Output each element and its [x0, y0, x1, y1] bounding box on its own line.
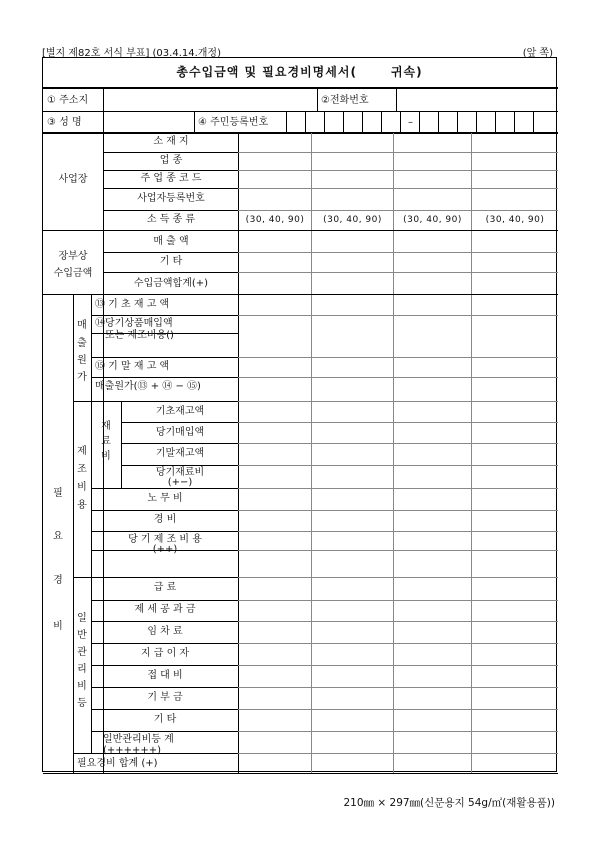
- manufacturing-group-char: 비: [77, 482, 87, 493]
- cogs-row-label: ⑮ 기 말 재 고 액: [95, 361, 170, 372]
- amount-cell[interactable]: [394, 171, 470, 187]
- materials-group-char: 료: [101, 436, 111, 447]
- ssn-dash: –: [408, 117, 413, 128]
- amount-cell[interactable]: [312, 754, 392, 772]
- phone-field[interactable]: [397, 88, 557, 111]
- amount-cell[interactable]: [239, 578, 310, 599]
- general-admin-row-label: (++++++): [103, 745, 162, 756]
- amount-cell[interactable]: [312, 466, 392, 487]
- general-admin-group-char: 등: [77, 698, 87, 709]
- amount-cell[interactable]: [394, 732, 470, 752]
- amount-cell[interactable]: [472, 189, 557, 209]
- income-type-value: (30, 40, 90): [485, 215, 545, 225]
- amount-cell[interactable]: [472, 273, 557, 293]
- manufacturing-row-label: 당 기 제 조 비 용: [128, 534, 202, 545]
- general-admin-row-label: 일반관리비등 계: [103, 734, 174, 745]
- amount-cell[interactable]: [239, 153, 310, 169]
- amount-cell[interactable]: [312, 732, 392, 752]
- amount-cell[interactable]: [394, 253, 470, 271]
- ssn-digit-divider: [362, 111, 363, 132]
- general-admin-row-label: 기 부 금: [147, 692, 183, 703]
- amount-cell[interactable]: [312, 666, 392, 686]
- cogs-row-label: ⑬ 기 초 재 고 액: [95, 299, 170, 310]
- amount-cell[interactable]: [312, 334, 392, 356]
- amount-cell[interactable]: [239, 532, 310, 549]
- cogs-group-char: 출: [77, 338, 87, 349]
- expenses-total-label: 필요경비 합계 (+): [77, 758, 158, 769]
- general-admin-row-label: 접 대 비: [147, 670, 183, 681]
- amount-cell[interactable]: [472, 444, 557, 464]
- general-admin-group-char: 리: [77, 664, 87, 675]
- amount-cell[interactable]: [472, 231, 557, 251]
- amount-cell[interactable]: [312, 153, 392, 169]
- cogs-row-label: 또는 제조비용(): [105, 330, 174, 341]
- materials-group-char: 비: [101, 451, 111, 462]
- general-admin-row-label: 급 료: [153, 582, 177, 593]
- amount-cell[interactable]: [394, 231, 470, 251]
- amount-cell[interactable]: [394, 551, 470, 576]
- amount-cell[interactable]: [472, 334, 557, 356]
- amount-cell[interactable]: [394, 466, 470, 487]
- book-income-group-label: 장부상: [58, 251, 88, 262]
- amount-cell[interactable]: [239, 273, 310, 293]
- amount-cell[interactable]: [239, 732, 310, 752]
- cogs-group-char: 원: [77, 355, 87, 366]
- amount-cell[interactable]: [394, 710, 470, 730]
- amount-cell[interactable]: [472, 423, 557, 442]
- paper-spec: 210㎜ × 297㎜(신문용지 54g/㎡(재활용품)): [343, 797, 555, 809]
- ssn-digit-divider: [514, 111, 515, 132]
- amount-cell[interactable]: [394, 295, 470, 314]
- income-type-value: (30, 40, 90): [403, 215, 462, 225]
- amount-cell[interactable]: [472, 295, 557, 314]
- amount-cell[interactable]: [472, 688, 557, 708]
- amount-cell[interactable]: [312, 532, 392, 549]
- amount-cell[interactable]: [394, 273, 470, 293]
- form-reference: [별지 제82호 서식 부표] (03.4.14.개정): [42, 48, 221, 59]
- amount-cell[interactable]: [472, 601, 557, 620]
- cogs-row-label: ⑭당기상품매입액: [95, 318, 173, 329]
- amount-cell[interactable]: [472, 666, 557, 686]
- amount-cell[interactable]: [312, 316, 392, 332]
- amount-cell[interactable]: [472, 578, 557, 599]
- amount-cell[interactable]: [239, 358, 310, 376]
- ssn-digit-divider: [438, 111, 439, 132]
- amount-cell[interactable]: [312, 644, 392, 664]
- income-expense-form: [42, 57, 557, 772]
- amount-cell[interactable]: [394, 133, 470, 151]
- amount-cell[interactable]: [312, 423, 392, 442]
- amount-cell[interactable]: [472, 466, 557, 487]
- manufacturing-group-char: 제: [77, 446, 87, 457]
- amount-cell[interactable]: [394, 688, 470, 708]
- general-admin-row-label: 기 타: [153, 714, 177, 725]
- book-income-row-label: 기 타: [159, 256, 183, 267]
- general-admin-group-char: 비: [77, 681, 87, 692]
- amount-cell[interactable]: [239, 231, 310, 251]
- amount-cell[interactable]: [239, 644, 310, 664]
- manufacturing-row-label: 노 무 비: [147, 493, 183, 504]
- amount-cell[interactable]: [312, 253, 392, 271]
- income-type-value: (30, 40, 90): [323, 215, 382, 225]
- amount-cell[interactable]: [472, 253, 557, 271]
- address-label: ① 주소지: [47, 95, 89, 106]
- amount-cell[interactable]: [472, 133, 557, 151]
- amount-cell[interactable]: [472, 316, 557, 332]
- amount-cell[interactable]: [239, 601, 310, 620]
- amount-cell[interactable]: [239, 334, 310, 356]
- amount-cell[interactable]: [312, 444, 392, 464]
- amount-cell[interactable]: [239, 402, 310, 421]
- materials-row-label: 당기재료비: [155, 467, 205, 478]
- amount-cell[interactable]: [239, 189, 310, 209]
- amount-cell[interactable]: [312, 358, 392, 376]
- amount-cell[interactable]: [394, 489, 470, 509]
- amount-cell[interactable]: [312, 295, 392, 314]
- amount-cell[interactable]: [239, 378, 310, 400]
- cogs-row-label: 매출원가(⑬ + ⑭ − ⑮): [95, 381, 201, 392]
- general-admin-row-label: 제 세 공 과 금: [134, 604, 196, 615]
- amount-cell[interactable]: [472, 551, 557, 576]
- ssn-digit-divider: [457, 111, 458, 132]
- amount-cell[interactable]: [472, 171, 557, 187]
- amount-cell[interactable]: [394, 601, 470, 620]
- ssn-digit-divider: [419, 111, 420, 132]
- amount-cell[interactable]: [394, 511, 470, 530]
- amount-cell[interactable]: [312, 189, 392, 209]
- amount-cell[interactable]: [239, 423, 310, 442]
- general-admin-group-char: 일: [77, 613, 87, 624]
- amount-cell[interactable]: [472, 532, 557, 549]
- form-title: 총수입금액 및 필요경비명세서( 귀속): [176, 65, 423, 79]
- amount-cell[interactable]: [239, 710, 310, 730]
- business-row-label: 주 업 종 코 드: [140, 173, 202, 184]
- book-income-row-label: 수입금액합계(+): [133, 278, 209, 289]
- ssn-digit-divider: [324, 111, 325, 132]
- amount-cell[interactable]: [239, 688, 310, 708]
- amount-cell[interactable]: [239, 511, 310, 530]
- amount-cell[interactable]: [394, 754, 470, 772]
- amount-cell[interactable]: [312, 171, 392, 187]
- expenses-group-char: 비: [53, 621, 63, 632]
- general-admin-group-char: 관: [77, 647, 87, 658]
- amount-cell[interactable]: [472, 644, 557, 664]
- amount-cell[interactable]: [472, 378, 557, 400]
- amount-cell[interactable]: [312, 231, 392, 251]
- ssn-digit-divider: [495, 111, 496, 132]
- amount-cell[interactable]: [394, 358, 470, 376]
- amount-cell[interactable]: [239, 754, 310, 772]
- name-label: ③ 성 명: [47, 117, 82, 128]
- amount-cell[interactable]: [472, 710, 557, 730]
- amount-cell[interactable]: [312, 511, 392, 530]
- phone-label: ②전화번호: [321, 95, 369, 106]
- amount-cell[interactable]: [394, 153, 470, 169]
- business-row-label: 소 득 종 류: [146, 214, 196, 225]
- amount-cell[interactable]: [312, 622, 392, 642]
- ssn-digit-divider: [400, 111, 401, 132]
- ssn-digit-divider: [305, 111, 306, 132]
- amount-cell[interactable]: [472, 511, 557, 530]
- amount-cell[interactable]: [394, 189, 470, 209]
- amount-cell[interactable]: [239, 171, 310, 187]
- amount-cell[interactable]: [312, 710, 392, 730]
- address-field[interactable]: [104, 88, 317, 111]
- amount-cell[interactable]: [239, 295, 310, 314]
- amount-cell[interactable]: [472, 358, 557, 376]
- amount-cell[interactable]: [312, 601, 392, 620]
- ssn-digit-divider: [533, 111, 534, 132]
- amount-cell[interactable]: [394, 622, 470, 642]
- ssn-digit-divider: [343, 111, 344, 132]
- amount-cell[interactable]: [239, 133, 310, 151]
- ssn-digit-divider: [476, 111, 477, 132]
- amount-cell[interactable]: [472, 732, 557, 752]
- amount-cell[interactable]: [394, 666, 470, 686]
- amount-cell[interactable]: [472, 622, 557, 642]
- amount-cell[interactable]: [239, 316, 310, 332]
- cogs-group-char: 가: [77, 372, 87, 383]
- manufacturing-row-label: (++): [152, 544, 178, 555]
- amount-cell[interactable]: [239, 444, 310, 464]
- amount-cell[interactable]: [239, 666, 310, 686]
- materials-row-label: 당기매입액: [155, 427, 205, 438]
- manufacturing-group-char: 조: [77, 464, 87, 475]
- materials-group-char: 재: [101, 421, 111, 432]
- amount-cell[interactable]: [312, 489, 392, 509]
- amount-cell[interactable]: [394, 578, 470, 599]
- amount-cell[interactable]: [394, 402, 470, 421]
- expenses-group-char: 요: [53, 531, 63, 542]
- cogs-group-char: 매: [77, 320, 87, 331]
- general-admin-row-label: 임 차 료: [147, 626, 183, 637]
- general-admin-group-char: 반: [77, 630, 87, 641]
- book-income-group-label: 수입금액: [53, 268, 93, 279]
- amount-cell[interactable]: [239, 622, 310, 642]
- amount-cell[interactable]: [312, 578, 392, 599]
- name-field[interactable]: [104, 112, 194, 132]
- amount-cell[interactable]: [312, 688, 392, 708]
- amount-cell[interactable]: [312, 551, 392, 576]
- book-income-row-label: 매 출 액: [153, 236, 189, 247]
- ssn-label: ④ 주민등록번호: [198, 117, 269, 128]
- materials-row-label: 기초재고액: [155, 406, 205, 417]
- amount-cell[interactable]: [394, 316, 470, 332]
- page-side-label: (앞 쪽): [522, 48, 553, 59]
- business-row-label: 소 재 지: [153, 136, 189, 147]
- expenses-group-char: 경: [53, 575, 63, 586]
- general-admin-row-label: 지 급 이 자: [140, 648, 190, 659]
- materials-row-label: (+−): [167, 477, 193, 488]
- amount-cell[interactable]: [394, 334, 470, 356]
- amount-cell[interactable]: [312, 273, 392, 293]
- business-row-label: 사업자등록번호: [137, 193, 205, 204]
- amount-cell[interactable]: [472, 754, 557, 772]
- ssn-digit-divider: [286, 111, 287, 132]
- amount-cell[interactable]: [312, 402, 392, 421]
- amount-cell[interactable]: [239, 466, 310, 487]
- expenses-group-char: 필: [53, 488, 63, 499]
- business-group-label: 사업장: [58, 174, 88, 185]
- manufacturing-row-label: 경 비: [153, 514, 177, 525]
- amount-cell[interactable]: [312, 378, 392, 400]
- amount-cell[interactable]: [394, 444, 470, 464]
- amount-cell[interactable]: [472, 153, 557, 169]
- manufacturing-group-char: 용: [77, 500, 87, 511]
- business-row-label: 업 종: [159, 155, 183, 166]
- amount-cell[interactable]: [472, 402, 557, 421]
- income-type-value: (30, 40, 90): [245, 215, 305, 225]
- amount-cell[interactable]: [239, 253, 310, 271]
- amount-cell[interactable]: [394, 644, 470, 664]
- amount-cell[interactable]: [394, 423, 470, 442]
- amount-cell[interactable]: [472, 489, 557, 509]
- materials-row-label: 기말재고액: [155, 448, 205, 459]
- amount-cell[interactable]: [312, 133, 392, 151]
- amount-cell[interactable]: [394, 378, 470, 400]
- amount-cell[interactable]: [394, 532, 470, 549]
- amount-cell[interactable]: [239, 551, 310, 576]
- ssn-digit-divider: [381, 111, 382, 132]
- amount-cell[interactable]: [239, 489, 310, 509]
